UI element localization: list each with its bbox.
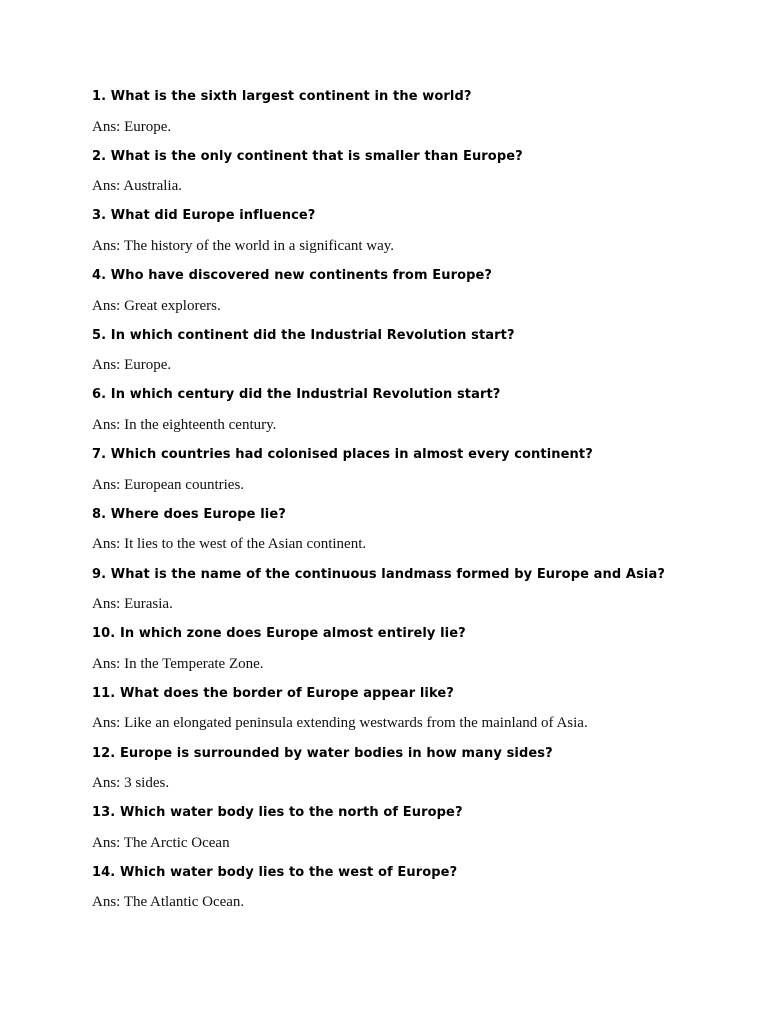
answer-text: Ans: Australia.: [92, 178, 182, 195]
qa-item-1: [92, 88, 712, 148]
question-text: 4. Who have discovered new continents from Europe?: [92, 268, 493, 284]
question-text: 12. Europe is surrounded by water bodies in how many sides?: [92, 745, 553, 761]
question-text: 10. In which zone does Europe almost entirely lie?: [92, 626, 466, 642]
question-text: 5. In which continent did the Industrial Revolution start?: [92, 327, 515, 343]
qa-item-6: [92, 386, 712, 446]
qa-item-5: [92, 327, 712, 387]
question-text: 13. Which water body lies to the north of Europe?: [92, 805, 463, 821]
question-text: 14. Which water body lies to the west of Europe?: [92, 864, 458, 880]
question-text: 9. What is the name of the continuous landmass formed by Europe and Asia?: [92, 566, 665, 582]
answer-text: Ans: Europe.: [92, 118, 172, 135]
answer-text: Ans: 3 sides.: [92, 775, 170, 792]
answer-text: Ans: The Arctic Ocean: [92, 834, 230, 851]
answer-text: Ans: Great explorers.: [92, 297, 221, 314]
question-text: 7. Which countries had colonised places in almost every continent?: [92, 447, 593, 463]
question-text: 6. In which century did the Industrial Revolution start?: [92, 387, 501, 403]
answer-text: Ans: In the eighteenth century.: [92, 416, 277, 433]
answer-text: Ans: Europe.: [92, 357, 172, 374]
qa-item-14: [92, 864, 712, 924]
question-text: 3. What did Europe influence?: [92, 208, 316, 224]
qa-item-7: [92, 446, 712, 506]
qa-item-13: [92, 804, 712, 864]
answer-text: Ans: The history of the world in a significant way.: [92, 237, 395, 254]
question-text: 2. What is the only continent that is smaller than Europe?: [92, 148, 523, 164]
qa-item-9: [92, 566, 712, 626]
qa-item-11: [92, 685, 712, 745]
qa-item-4: [92, 267, 712, 327]
qa-item-2: [92, 148, 712, 208]
qa-item-3: [92, 207, 712, 267]
answer-text: Ans: European countries.: [92, 476, 245, 493]
question-text: 8. Where does Europe lie?: [92, 506, 286, 522]
answer-text: Ans: The Atlantic Ocean.: [92, 894, 245, 911]
answer-text: Ans: It lies to the west of the Asian continent.: [92, 536, 367, 553]
qa-item-10: [92, 625, 712, 685]
qa-item-12: [92, 745, 712, 805]
answer-text: Ans: Eurasia.: [92, 596, 173, 612]
answer-text: Ans: In the Temperate Zone.: [92, 655, 264, 672]
qa-item-8: [92, 506, 712, 566]
qa-document: [92, 88, 712, 924]
question-text: 11. What does the border of Europe appear like?: [92, 685, 454, 701]
answer-text: Ans: Like an elongated peninsula extending westwards from the mainland of Asia.: [92, 715, 588, 732]
question-text: 1. What is the sixth largest continent in the world?: [92, 89, 472, 104]
